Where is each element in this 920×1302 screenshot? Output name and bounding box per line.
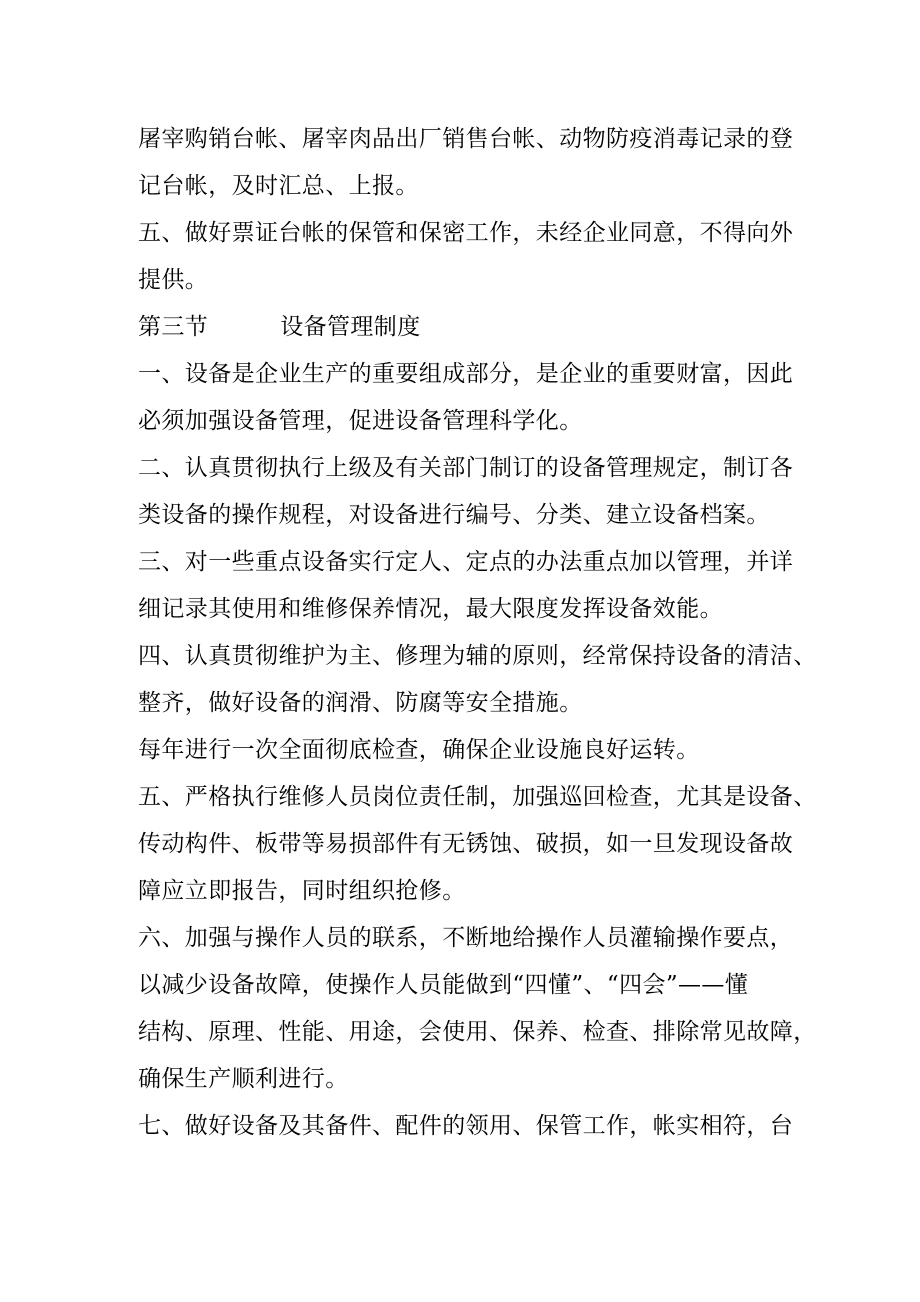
paragraph-line: 五、严格执行维修人员岗位责任制，加强巡回检查，尤其是设备、 xyxy=(138,784,817,810)
paragraph-line: 屠宰购销台帐、屠宰肉品出厂销售台帐、动物防疫消毒记录的登 xyxy=(138,126,794,152)
paragraph-line: 类设备的操作规程，对设备进行编号、分类、建立设备档案。 xyxy=(138,502,770,528)
paragraph-line: 必须加强设备管理，促进设备管理科学化。 xyxy=(138,408,583,434)
paragraph-line: 每年进行一次全面彻底检查，确保企业设施良好运转。 xyxy=(138,737,700,763)
paragraph-line: 一、设备是企业生产的重要组成部分，是企业的重要财富，因此 xyxy=(138,361,794,387)
section-number: 第三节 xyxy=(138,314,209,340)
paragraph-line: 二、认真贯彻执行上级及有关部门制订的设备管理规定，制订各 xyxy=(138,455,794,481)
paragraph-line: 确保生产顺利进行。 xyxy=(138,1066,349,1092)
paragraph-line: 细记录其使用和维修保养情况，最大限度发挥设备效能。 xyxy=(138,596,723,622)
paragraph-line: 六、加强与操作人员的联系，不断地给操作人员灌输操作要点， xyxy=(138,925,794,951)
document-body xyxy=(138,116,817,1150)
paragraph-line: 三、对一些重点设备实行定人、定点的办法重点加以管理，并详 xyxy=(138,549,794,575)
section-title: 设备管理制度 xyxy=(280,314,421,340)
paragraph-line: 提供。 xyxy=(138,267,209,293)
paragraph-line: 四、认真贯彻维护为主、修理为辅的原则，经常保持设备的清洁、 xyxy=(138,643,817,669)
paragraph-line: 结构、原理、性能、用途，会使用、保养、检查、排除常见故障， xyxy=(138,1019,817,1045)
paragraph-line: 以减少设备故障，使操作人员能做到“四懂”、“四会”——懂 xyxy=(138,972,749,998)
section-heading xyxy=(138,304,788,351)
paragraph-line: 五、做好票证台帐的保管和保密工作，未经企业同意，不得向外 xyxy=(138,220,794,246)
paragraph-line: 七、做好设备及其备件、配件的领用、保管工作，帐实相符，台 xyxy=(138,1113,794,1139)
paragraph-line: 记台帐，及时汇总、上报。 xyxy=(138,173,419,199)
paragraph-line: 整齐，做好设备的润滑、防腐等安全措施。 xyxy=(138,690,583,716)
paragraph-line: 障应立即报告，同时组织抢修。 xyxy=(138,878,466,904)
paragraph-line: 传动构件、板带等易损部件有无锈蚀、破损，如一旦发现设备故 xyxy=(138,831,794,857)
